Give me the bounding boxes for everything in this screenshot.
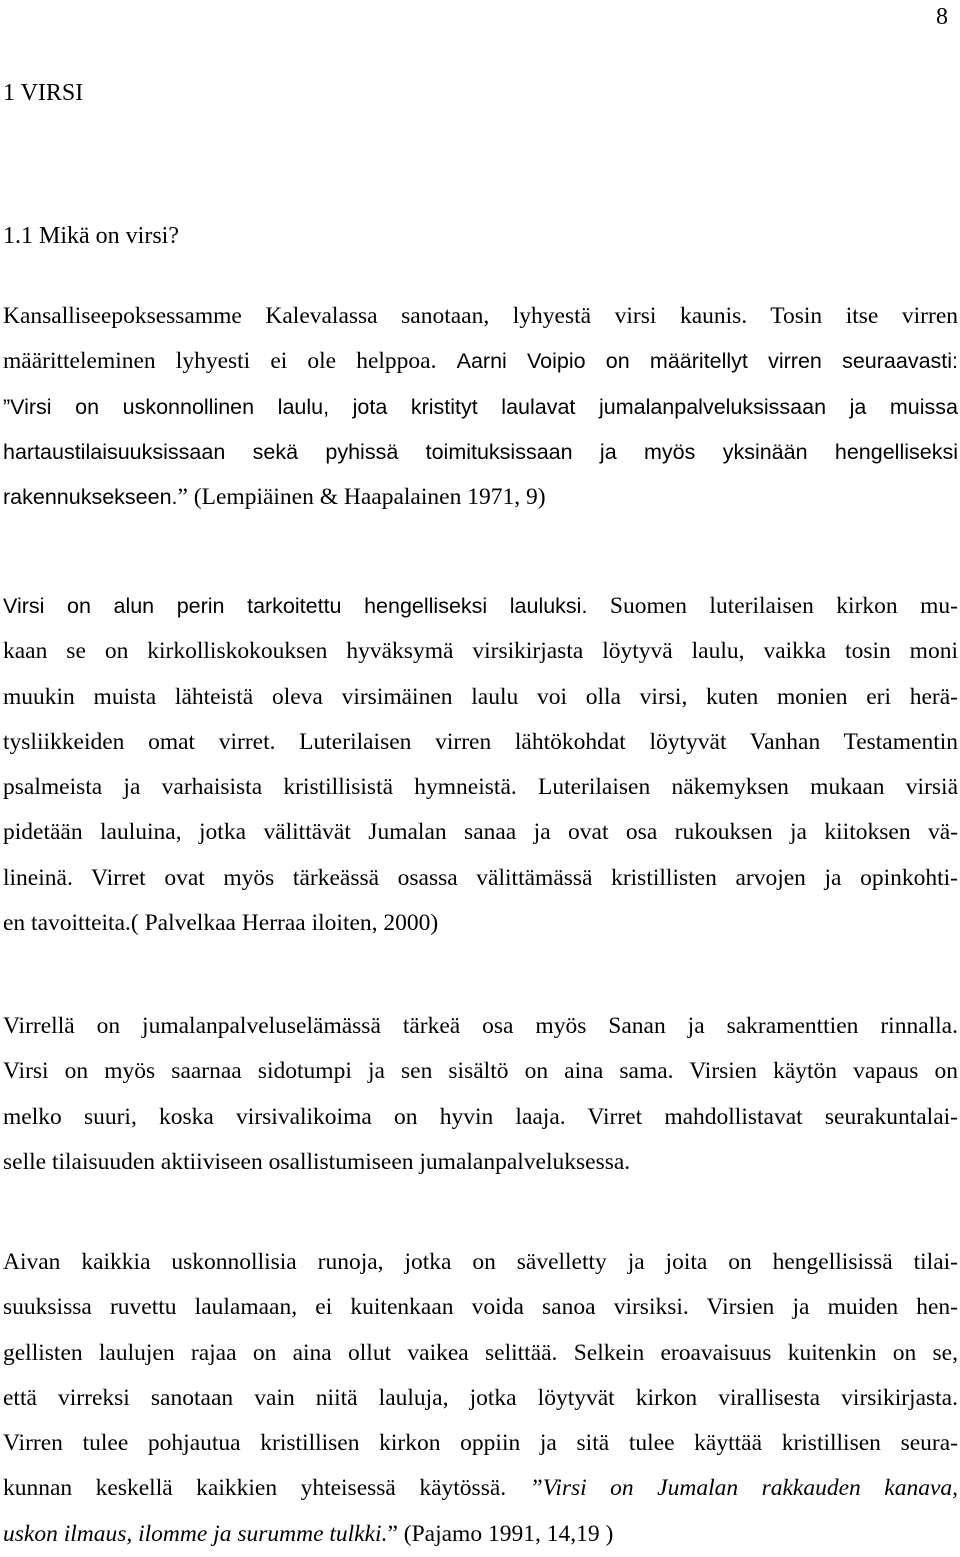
paragraph-line: Aivan kaikkia uskonnollisia runoja, jotka on sävelletty ja joita on hengellisissä tilai- (3, 1249, 958, 1275)
paragraph-line: gellisten laulujen rajaa on aina ollut vaikea selittää. Selkein eroavaisuus kuitenkin on se, (3, 1339, 958, 1366)
text-segment: rakennuksekseen. (3, 485, 178, 510)
paragraph-line: Virrellä on jumalanpalveluselämässä tärkeä osa myös Sanan ja sakramenttien rinnalla. (3, 1013, 958, 1039)
paragraph-line: pidetään lauluina, jotka välittävät Jumalan sanaa ja ovat osa rukouksen ja kiitoksen vä- (3, 819, 958, 846)
text-segment: Aarni Voipio on määritellyt virren seuraavasti: (456, 349, 959, 374)
paragraph-line (3, 1512, 958, 1557)
paragraph-line (3, 339, 958, 384)
paragraph-definition (3, 294, 958, 520)
paragraph-line: Virren tulee pohjautua kristillisen kirkon oppiin ja sitä tulee käyttää kristillisen seura- (3, 1430, 958, 1457)
paragraph-line: kaan se on kirkolliskokouksen hyväksymä virsikirjasta löytyvä laulu, vaikka tosin moni (3, 638, 958, 665)
paragraph-line: lineinä. Virret ovat myös tärkeässä osassa välittämässä kristillisten arvojen ja opinkohti- (3, 864, 958, 891)
text-segment: Suomen luterilaisen kirkon mu- (587, 593, 958, 619)
chapter-heading: 1 VIRSI (3, 80, 84, 106)
paragraph-origin (3, 584, 958, 946)
paragraph-role (3, 1004, 958, 1185)
paragraph-line (3, 584, 958, 629)
paragraph-line: melko suuri, koska virsivalikoima on hyvin laaja. Virret mahdollistavat seurakuntalai- (3, 1103, 958, 1130)
paragraph-line: hartaustilaisuuksissaan sekä pyhissä toimituksissaan ja myös yksinään hengelliseksi (3, 439, 958, 464)
text-segment: Virsi on alun perin tarkoitettu hengelliseksi lauluksi. (3, 594, 588, 618)
citation: ” (Pajamo 1991, 14,19 ) (387, 1520, 614, 1547)
paragraph-distinction (3, 1240, 958, 1557)
quote-italic: uskon ilmaus, ilomme ja surumme tulkki. (3, 1520, 388, 1547)
paragraph-line: muukin muista lähteistä oleva virsimäinen laulu voi olla virsi, kuten monien eri herä- (3, 683, 958, 710)
paragraph-line: tysliikkeiden omat virret. Luterilaisen virren lähtökohdat löytyvät Vanhan Testamentin (3, 728, 958, 755)
paragraph-line: psalmeista ja varhaisista kristillisistä hymneistä. Luterilaisen näkemyksen mukaan virsiä (3, 774, 958, 801)
paragraph-line: Kansalliseepoksessamme Kalevalassa sanotaan, lyhyestä virsi kaunis. Tosin itse virren (3, 303, 958, 329)
text-segment: määritteleminen lyhyesti ei ole helppoa. (3, 348, 457, 375)
quote-italic: ”Virsi on Jumalan rakkauden kanava, (529, 1475, 959, 1502)
paragraph-line: Virsi on myös saarnaa sidotumpi ja sen sisältö on aina sama. Virsien käytön vapaus on (3, 1058, 958, 1085)
paragraph-line (3, 475, 958, 520)
paragraph-line: en tavoitteita.( Palvelkaa Herraa iloiten, 2000) (3, 910, 439, 937)
section-heading: 1.1 Mikä on virsi? (3, 223, 179, 249)
paragraph-line: ”Virsi on uskonnollinen laulu, jota kristityt laulavat jumalanpalveluksissaan ja muissa (3, 394, 958, 419)
paragraph-line (3, 1466, 958, 1511)
citation: ” (Lempiäinen & Haapalainen 1971, 9) (177, 484, 546, 511)
paragraph-line: selle tilaisuuden aktiiviseen osallistumiseen jumalanpalveluksessa. (3, 1148, 631, 1175)
page-number: 8 (936, 4, 948, 30)
paragraph-line: suuksissa ruvettu laulamaan, ei kuitenkaan voida sanoa virsiksi. Virsien ja muiden hen- (3, 1294, 958, 1321)
text-segment: kunnan keskellä kaikkien yhteisessä käytössä. (3, 1475, 530, 1502)
paragraph-line: että virreksi sanotaan vain niitä lauluja, jotka löytyvät kirkon virallisesta virsikirjasta. (3, 1384, 958, 1411)
